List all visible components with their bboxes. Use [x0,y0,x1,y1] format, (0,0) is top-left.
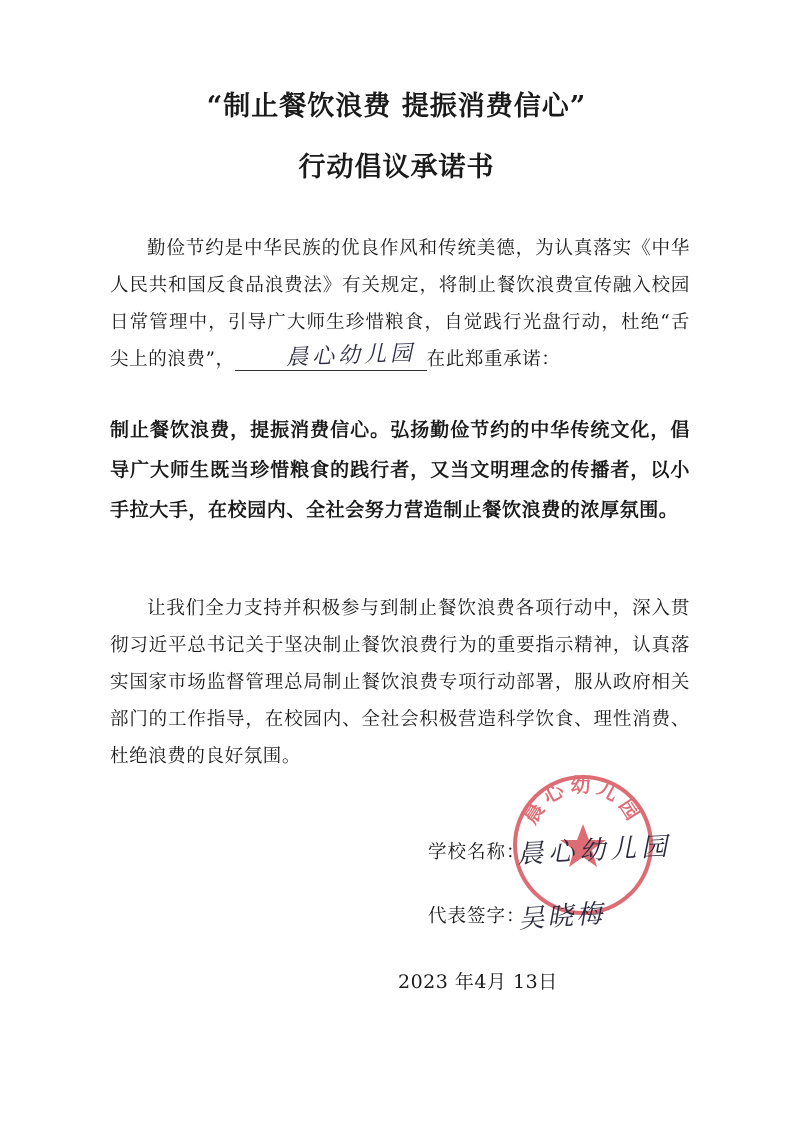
paragraph-action: 让我们全力支持并积极参与到制止餐饮浪费各项行动中，深入贯彻习近平总书记关于坚决制止餐饮浪费行为的重要指示精神，认真落实国家市场监督管理总局制止餐饮浪费专项行动部署，服从政府相关部门的工作指导，在校园内、全社会积极营造科学饮食、理性消费、杜绝浪费的良好氛围。 [110,598,690,767]
seal-arc-text: 晨心幼儿园 [518,773,648,829]
school-name-handwritten: 晨心幼儿园 [516,831,673,871]
paragraph-pledge: 制止餐饮浪费，提振消费信心。弘扬勤俭节约的中华传统文化，倡导广大师生既当珍惜粮食的践行者，又当文明理念的传播者，以小手拉大手，在校园内、全社会努力营造制止餐饮浪费的浓厚氛围。 [110,419,690,521]
paragraph-intro-text: 勤俭节约是中华民族的优良作风和传统美德，为认真落实《中华人民共和国反食品浪费法》有关规定，将制止餐饮浪费宣传融入校园日常管理中，引导广大师生珍惜粮食，自觉践行光盘行动，杜绝“舌尖上的浪费”， [110,238,690,370]
title-line-2: 行动倡议承诺书 [298,152,495,183]
paragraph-intro [110,230,690,378]
representative-signature: 吴晓梅 [517,898,607,935]
school-name-label: 学校名称： [428,842,526,863]
handwritten-school-name: 晨心幼儿园 [285,341,417,371]
title-line-1: “制止餐饮浪费 提振消费信心” [206,91,587,122]
document-date: 2023 年4月 13日 [398,971,558,993]
signature-blank [235,342,427,371]
representative-label: 代表签字： [428,906,526,927]
paragraph-intro-tail: 在此郑重承诺： [426,349,561,370]
